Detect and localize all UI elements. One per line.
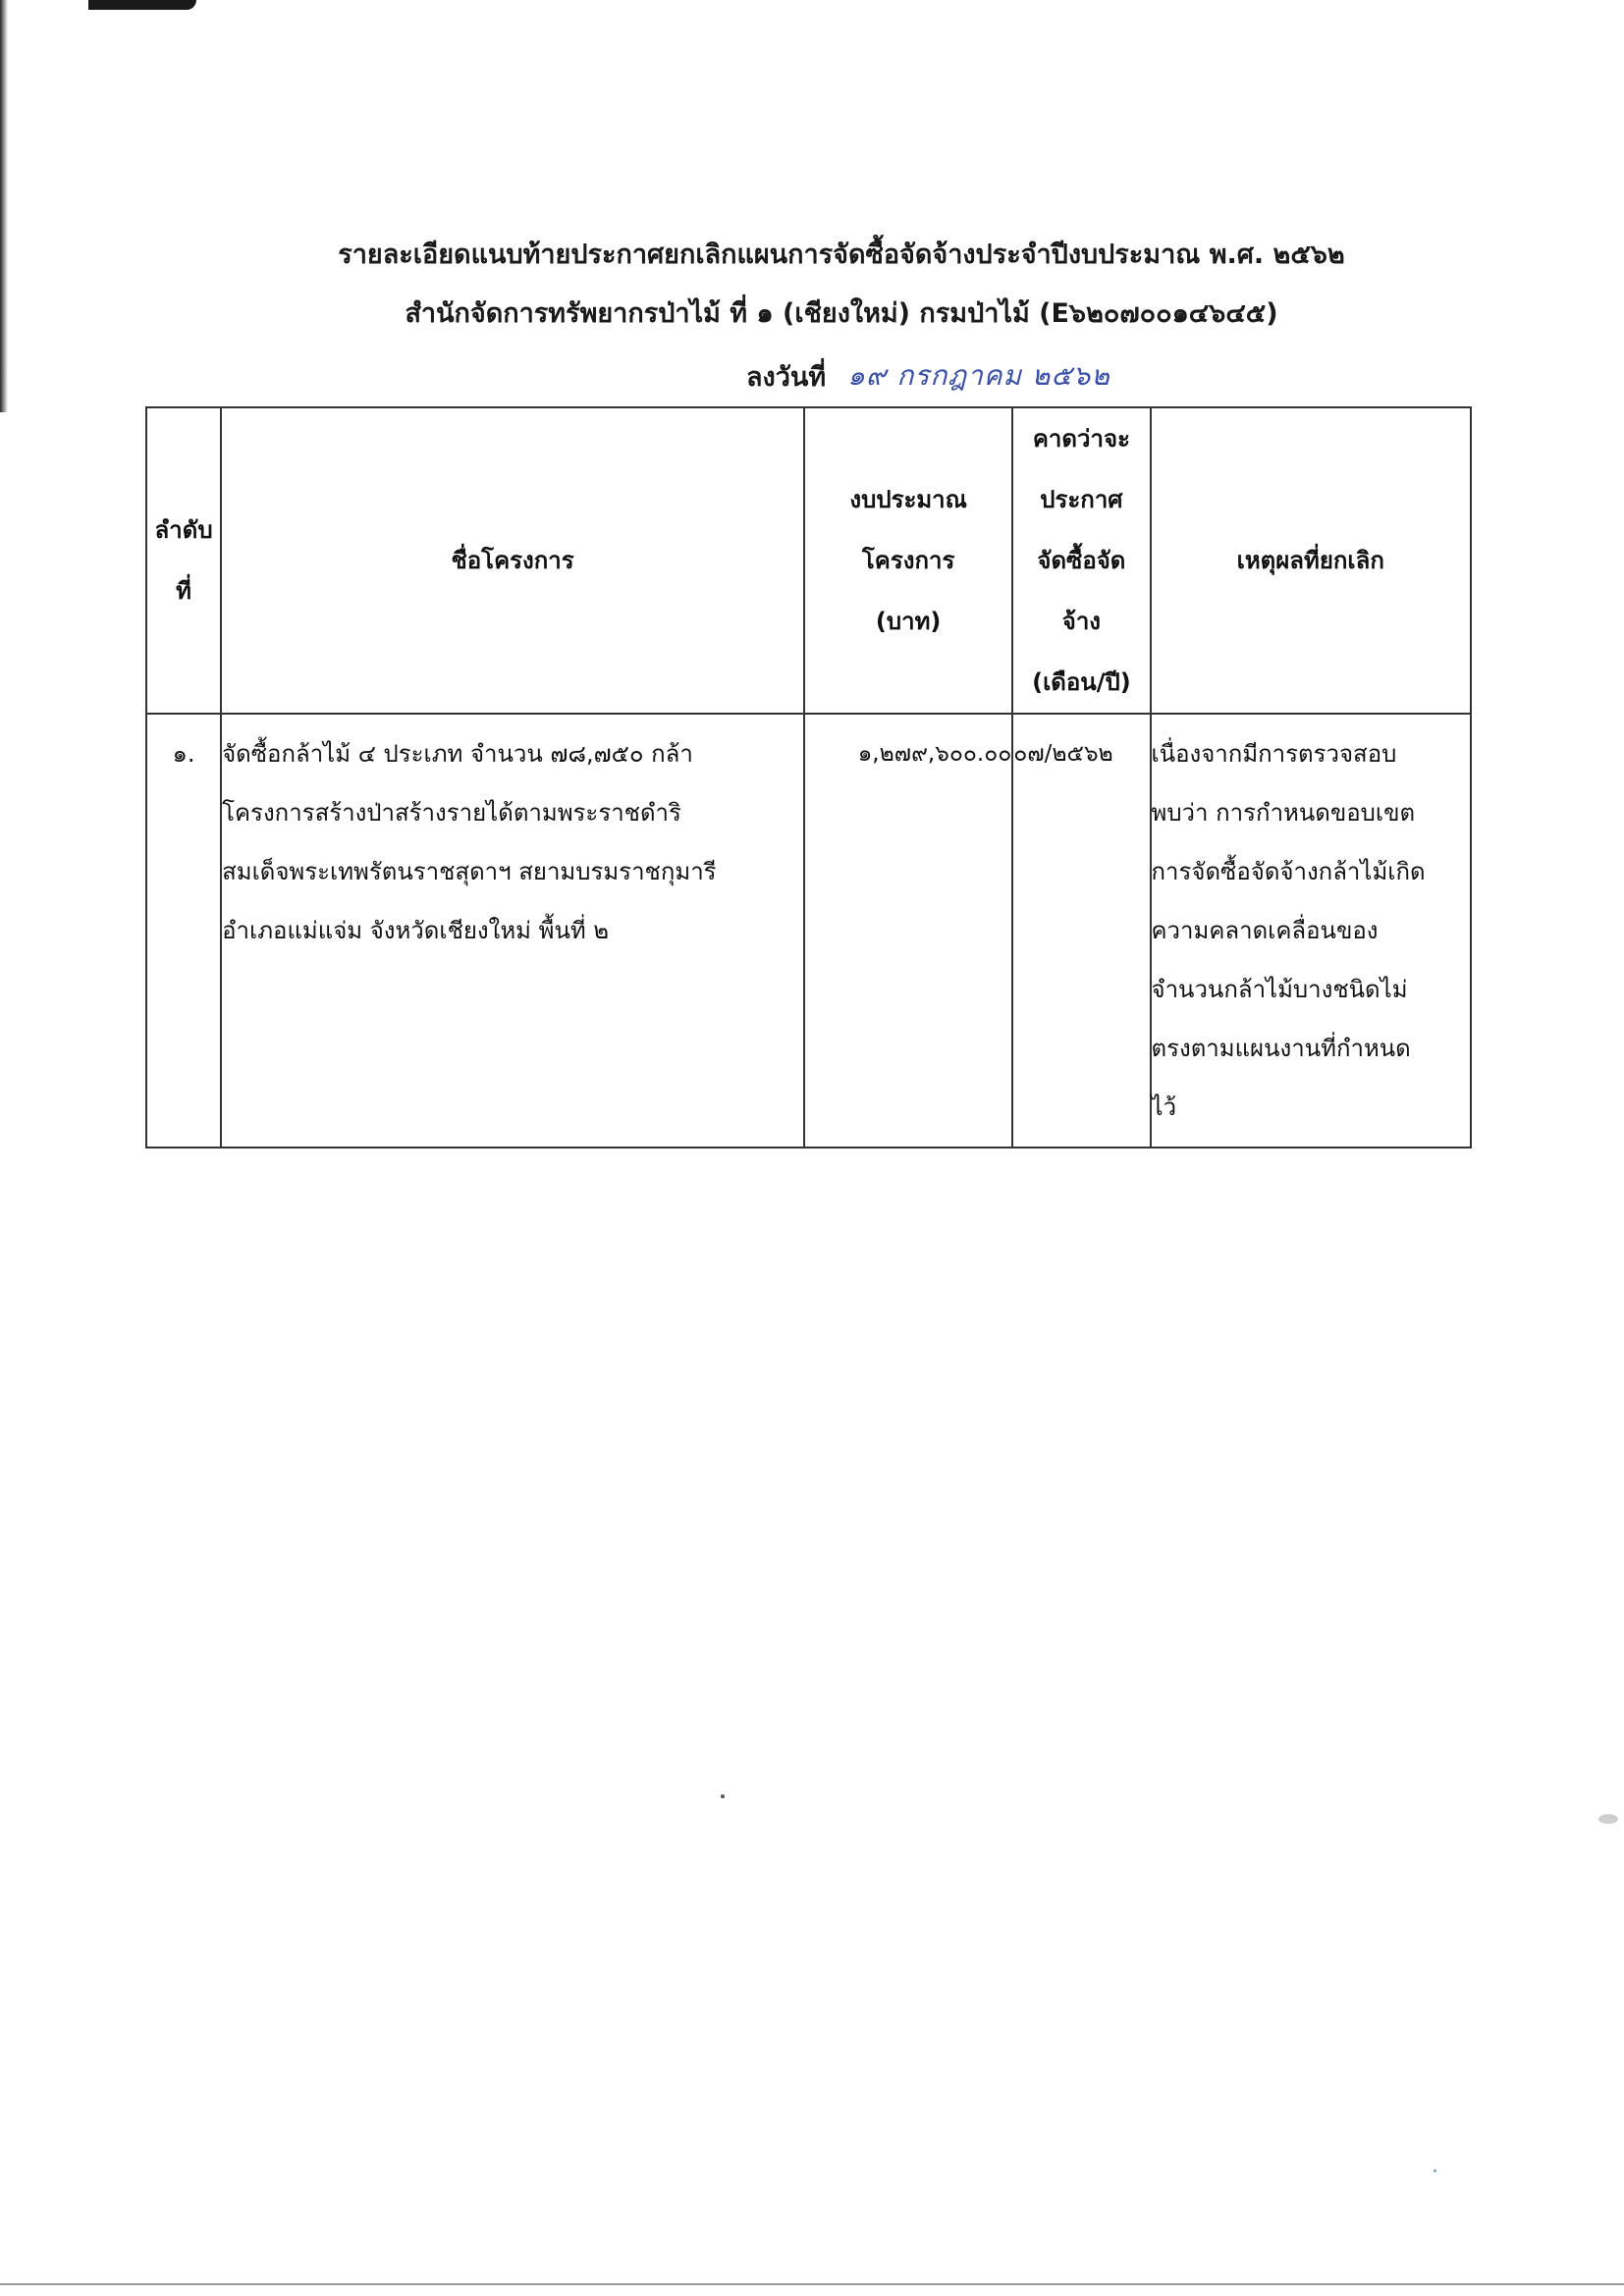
signed-date-row — [746, 351, 1110, 400]
reason-line: เนื่องจากมีการตรวจสอบ — [1151, 740, 1397, 768]
project-name-line: โครงการสร้างป่าสร้างรายได้ตามพระราชดำริ — [222, 799, 681, 827]
reason-line: จำนวนกล้าไม้บางชนิดไม่ — [1151, 976, 1408, 1003]
header-expected-month — [1012, 407, 1150, 714]
header-line: (เดือน/ปี) — [1032, 668, 1131, 696]
project-name-line: สมเด็จพระเทพรัตนราชสุดาฯ สยามบรมราชกุมารี — [222, 858, 717, 885]
header-line: ลำดับ — [154, 516, 213, 544]
document-title: รายละเอียดแนบท้ายประกาศยกเลิกแผนการจัดซื้อจัดจ้างประจำปีงบประมาณ พ.ศ. ๒๕๖๒ — [338, 240, 1345, 270]
header-line: ประกาศ — [1040, 486, 1123, 513]
reason-line: ความคลาดเคลื่อนของ — [1151, 917, 1379, 944]
cell-budget: ๑,๒๗๙,๖๐๐.๐๐ — [804, 714, 1012, 1148]
table-row — [146, 714, 1471, 1148]
scan-dot — [721, 1794, 725, 1798]
header-budget — [804, 407, 1012, 714]
scan-shadow-left — [0, 0, 8, 412]
date-label: ลงวันที่ — [746, 361, 827, 393]
header-line: (บาท) — [875, 608, 942, 635]
reason-line: พบว่า การกำหนดขอบเขต — [1151, 799, 1416, 827]
header-line: ชื่อโครงการ — [451, 547, 574, 574]
header-line: ที่ — [176, 577, 191, 605]
header-line: จัดซื้อจัด — [1037, 547, 1126, 574]
cell-item-no: ๑. — [146, 714, 221, 1148]
header-line: คาดว่าจะ — [1032, 425, 1130, 453]
header-line: โครงการ — [861, 547, 955, 574]
table-header-row — [146, 407, 1471, 714]
scan-speck — [1434, 2169, 1436, 2172]
header-line: เหตุผลที่ยกเลิก — [1236, 547, 1384, 574]
scan-bottom-edge — [0, 2283, 1624, 2285]
header-item-no — [146, 407, 221, 714]
reason-line: ไว้ — [1151, 1094, 1177, 1121]
reason-line: การจัดซื้อจัดจ้างกล้าไม้เกิด — [1151, 858, 1426, 885]
cancelled-projects-table — [145, 406, 1472, 1148]
project-name-line: อำเภอแม่แจ่ม จังหวัดเชียงใหม่ พื้นที่ ๒ — [222, 917, 610, 944]
header-line: งบประมาณ — [849, 486, 967, 513]
scan-corner-mark — [88, 0, 196, 10]
cell-month-year: ๐๗/๒๕๖๒ — [1012, 714, 1150, 1148]
scan-smudge — [1598, 1814, 1618, 1824]
office-subtitle: สำนักจัดการทรัพยากรป่าไม้ ที่ ๑ (เชียงใหม่) กรมป่าไม้ (E๖๒๐๗๐๐๑๔๖๔๕) — [405, 298, 1278, 329]
header-line: จ้าง — [1061, 608, 1102, 635]
handwritten-date: ๑๙ กรกฎาคม ๒๕๖๒ — [847, 359, 1110, 392]
header-project-name — [221, 407, 804, 714]
project-name-line: จัดซื้อกล้าไม้ ๔ ประเภท จำนวน ๗๘,๗๕๐ กล้า — [222, 740, 693, 768]
cell-project-name — [221, 714, 804, 1148]
reason-line: ตรงตามแผนงานที่กำหนด — [1151, 1035, 1411, 1062]
header-cancel-reason — [1151, 407, 1472, 714]
cell-cancel-reason — [1151, 714, 1472, 1148]
